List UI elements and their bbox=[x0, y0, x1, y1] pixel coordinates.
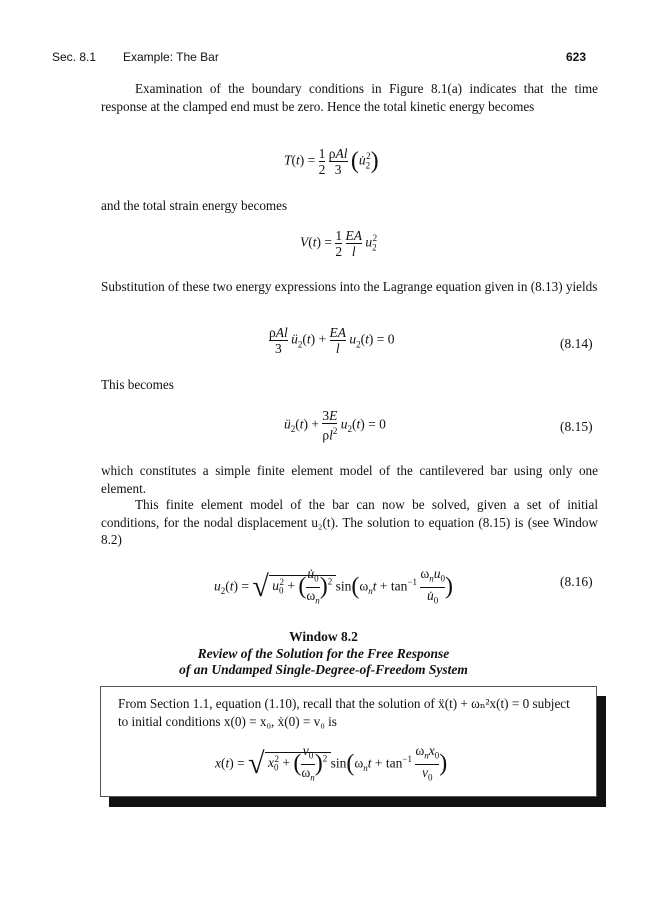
equation-number-8-16: (8.16) bbox=[560, 574, 593, 589]
paragraph-solution-intro: This finite element model of the bar can now be solved, given a set of initial conditions, for the nodal displacement u₂(t). The solution to equation (8.15) is (see Window 8.2) bbox=[101, 497, 598, 547]
paragraph-strain-intro: and the total strain energy becomes bbox=[101, 198, 288, 213]
equation-strain-energy: V(t) = $\frac{1}{2}$ $\frac{EA}{l}$ $u_2^2$ bbox=[300, 228, 378, 259]
equation-kinetic-energy: T(t) = $\frac{1}{2}$ $\frac{\text{ρAl}}{3}$ $(u̇_2^2)$ bbox=[284, 146, 379, 177]
window-title-line2: of an Undamped Single-Degree-of-Freedom System bbox=[179, 662, 468, 677]
running-title: Example: The Bar bbox=[123, 50, 219, 64]
window-box bbox=[100, 686, 597, 797]
section-label: Sec. 8.1 bbox=[52, 50, 97, 64]
equation-8-16: $u_2(t)$ = √ $u_0^2$ + ( $\frac{u̇_0}{\omega_n}$ )$^2$ $\sin(\omega_nt + \tan^{-1}$ $\frac{\omega_nu_0}{u̇_0}$ ) bbox=[214, 566, 453, 608]
window-title-line1: Review of the Solution for the Free Response bbox=[197, 646, 450, 661]
equation-number-8-15: (8.15) bbox=[560, 419, 593, 434]
equation-8-14: $\frac{\text{ρAl}}{3}$ $ü_2(t)$ + $\frac{EA}{l}$ $u_2(t) = 0$ bbox=[269, 325, 395, 356]
paragraph-finite-element: which constitutes a simple finite element model of the cantilevered bar using only one element. bbox=[101, 463, 598, 496]
paragraph-this-becomes: This becomes bbox=[101, 377, 174, 392]
paragraph-substitution: Substitution of these two energy expressions into the Lagrange equation given in (8.13) yields bbox=[101, 279, 598, 294]
equation-8-15: $ü_2(t)$ + $\frac{3E}{\rho l^2}$ $u_2(t) = 0$ bbox=[284, 408, 386, 443]
window-label: Window 8.2 bbox=[289, 629, 358, 644]
window-text: From Section 1.1, equation (1.10), recall that the solution of ẍ(t) + ωₙ²x(t) = 0 subject to initial conditions x(0) = x₀, ẋ(0) = v₀ is bbox=[118, 696, 570, 729]
page-number: 623 bbox=[566, 50, 587, 64]
equation-number-8-14: (8.14) bbox=[560, 336, 593, 351]
window-solution-equation: x(t) = √ $x_0^2$ + ( $\frac{v_0}{\omega_n}$ )$^2$ $\sin(\omega_nt + \tan^{-1}$ $\frac{\omega_nx_0}{v_0}$ ) bbox=[215, 743, 447, 785]
paragraph-kinetic-intro: Examination of the boundary conditions in Figure 8.1(a) indicates that the time response at the clamped end must be zero. Hence the total kinetic energy becomes bbox=[101, 81, 598, 114]
